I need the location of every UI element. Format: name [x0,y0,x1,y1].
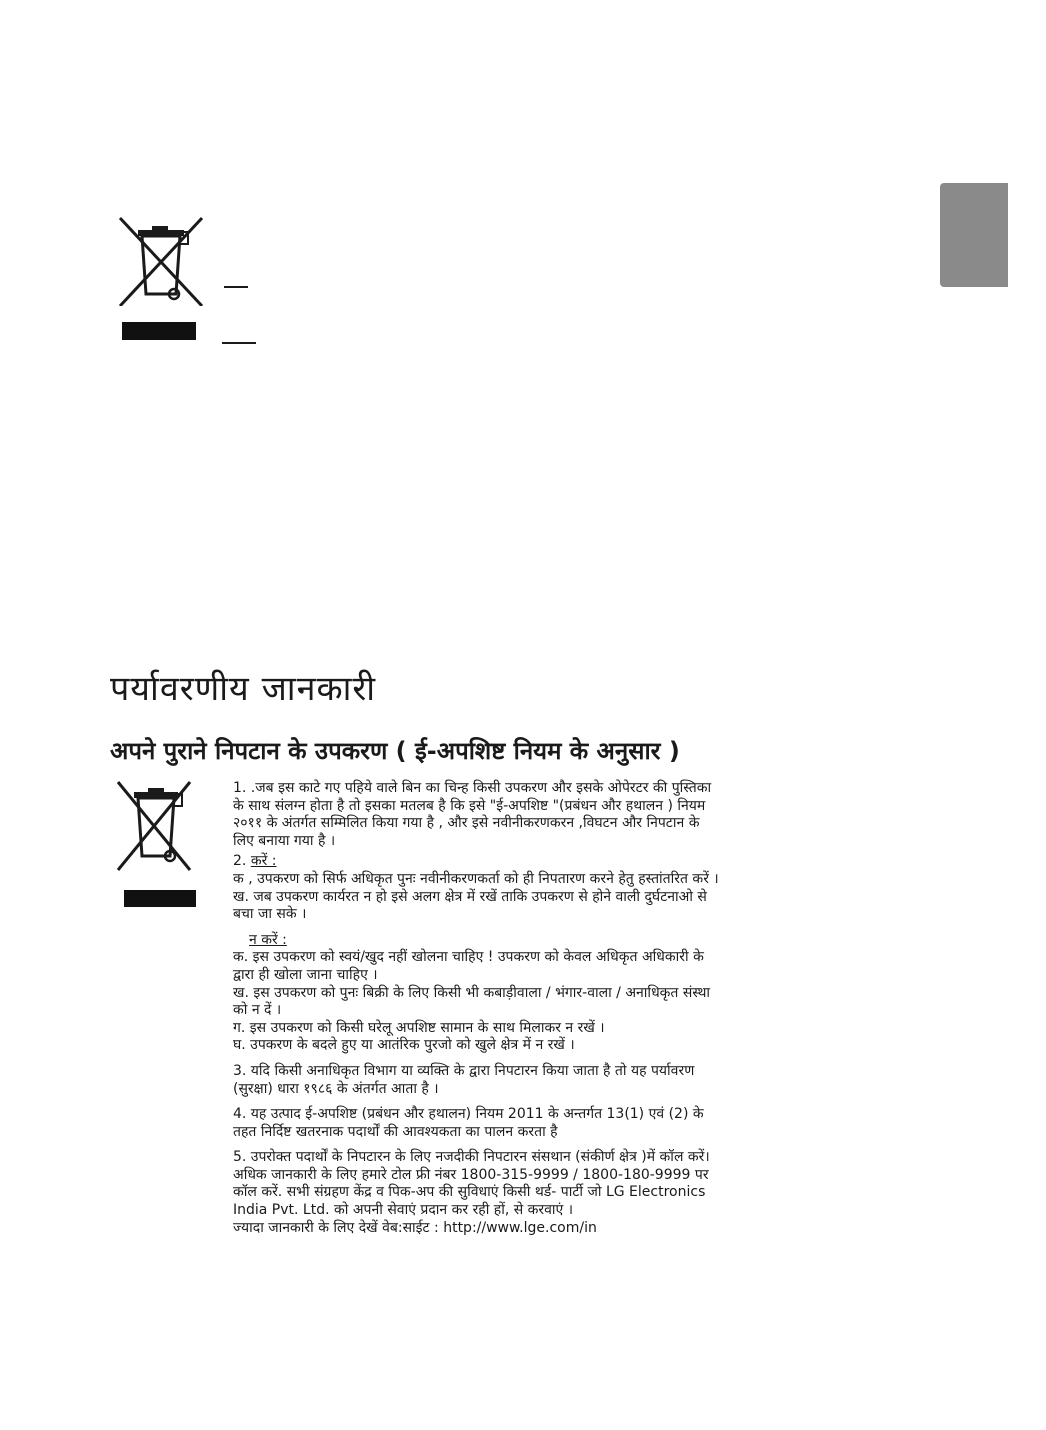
dont-item-a: क. इस उपकरण को स्वयं/खुद नहीं खोलना चाहिए ! उपकरण को केवल अधिकृत अधिकारी के द्वारा ही खोला जाना चाहिए । [233,949,704,983]
dont-heading [233,932,721,950]
paragraph-2-heading [233,853,721,871]
crossed-bin-icon-upper [114,214,206,306]
bin-underline-bar-lower [124,890,196,907]
dont-item-d: घ. उपकरण के बदले हुए या आतंरिक पुरजो को खुले क्षेत्र में न रखें । [233,1037,575,1054]
dont-item-b: ख. इस उपकरण को पुनः बिक्री के लिए किसी भी कबाड़ीवाला / भंगार-वाला / अनाधिकृत संस्था को न दें । [233,984,711,1019]
language-side-tab [940,183,1008,287]
section-subtitle: अपने पुराने निपटान के उपकरण ( ई-अपशिष्ट नियम के अनुसार ) [110,737,680,765]
paragraph-1: 1. .जब इस काटे गए पहिये वाले बिन का चिन्ह किसी उपकरण और इसके ओपेरटर की पुस्तिका के साथ संलग्न होता है तो इसका मतलब है कि इसे "ई-अपशिष्ट "(प्रबंधन और हथालन ) नियम २०११ के अंतर्गत सम्मिलित किया गया है , और इसे नवीनीकरणकरन ,विघटन और निपटान के लिए बनाया गया है । [233,780,712,849]
short-rule-2 [222,342,256,344]
paragraph-3: 3. यदि किसी अनाधिकृत विभाग या व्यक्ति के द्वारा निपटारन किया जाता है तो यह पर्यावरण (सुरक्षा) धारा १९८६ के अंतर्गत आता है । [233,1062,695,1097]
short-rule-1 [224,286,248,288]
more-info-line: ज्यादा जानकारी के लिए देखें वेब:साईट : http://www.lge.com/in [233,1219,597,1236]
paragraph-5: 5. उपरोक्त पदार्थों के निपटारन के लिए नजदीकी निपटारन संसथान (संकीर्ण क्षेत्र )में कॉल करें। अधिक जानकारी के लिए हमारे टोल फ्री नंबर 1800-315-9999 / 1800-180-9999 पर कॉल करें. सभी संग्रहण केंद्र व पिक-अप की सुविधाएं किसी थर्ड- पार्टी जो LG Electronics India Pvt. Ltd. को अपनी सेवाएं प्रदान कर रही हों, से करवाएं । [233,1149,710,1219]
bin-underline-bar-upper [122,322,196,340]
paragraph-2-number: 2. [233,853,247,870]
page-title: पर्यावरणीय जानकारी [110,669,377,709]
disposal-instructions [233,780,721,1237]
do-heading: करें : [250,853,277,870]
paragraph-4: 4. यह उत्पाद ई-अपशिष्ट (प्रबंधन और हथालन) नियम 2011 के अन्तर्गत 13(1) एवं (2) के तहत निर्दिष्ट खतरनाक पदार्थों की आवश्यकता का पालन करता है [233,1106,704,1140]
do-item-b: ख. जब उपकरण कार्यरत न हो इसे अलग क्षेत्र में रखें ताकि उपकरण से होने वाली दुर्घटनाओ से बचा जा सके । [233,888,707,923]
dont-heading-text: न करें : [249,931,287,948]
crossed-bin-icon-lower [114,780,196,872]
dont-item-c: ग. इस उपकरण को किसी घरेलू अपशिष्ट सामान के साथ मिलाकर न रखें । [233,1019,605,1036]
do-item-a: क , उपकरण को सिर्फ अधिकृत पुनः नवीनीकरणकर्ता को ही निपतारण करने हेतु हस्तांतरित करें । [233,870,719,887]
